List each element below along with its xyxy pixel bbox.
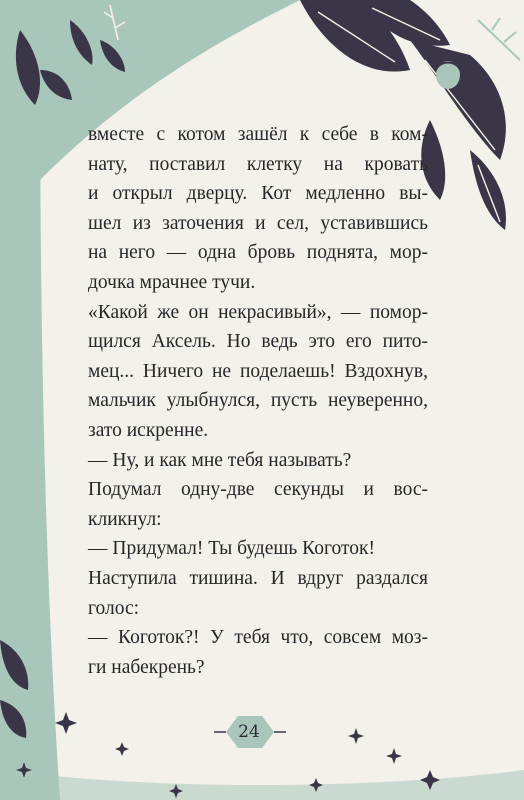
text-line: шел из заточения и сел, уставившись <box>88 212 428 234</box>
text-line: Наступила тишина. И вдруг раздался <box>88 567 428 589</box>
text-line: — Коготок?! У тебя что, совсем моз- <box>88 627 428 649</box>
page-number: 24 <box>238 722 260 742</box>
text-line: щился Аксель. Но ведь это его пито- <box>88 331 428 353</box>
text-line: кликнул: <box>88 508 162 530</box>
text-line: ги набекрень? <box>88 656 205 678</box>
text-line: дочка мрачнее тучи. <box>88 271 256 293</box>
text-line: мец... Ничего не поделаешь! Вздохнув, <box>88 360 428 382</box>
text-line: мальчик улыбнулся, пусть неуверенно, <box>88 390 428 412</box>
text-line: — Ну, и как мне тебя называть? <box>88 449 352 471</box>
text-line: вместе с котом зашёл к себе в ком- <box>88 124 428 145</box>
text-line: — Придумал! Ты будешь Коготок! <box>88 538 375 560</box>
text-line: голос: <box>88 597 140 619</box>
text-line: на него — одна бровь поднята, мор- <box>88 242 428 264</box>
text-line: зато искренне. <box>88 419 209 441</box>
text-line: Подумал одну-две секунды и вос- <box>88 479 428 501</box>
story-text <box>88 120 428 682</box>
text-line: «Какой же он некрасивый», — помор- <box>88 301 428 323</box>
text-line: и открыл дверцу. Кот медленно вы- <box>88 183 428 205</box>
text-line: нату, поставил клетку на кровать <box>88 153 428 175</box>
